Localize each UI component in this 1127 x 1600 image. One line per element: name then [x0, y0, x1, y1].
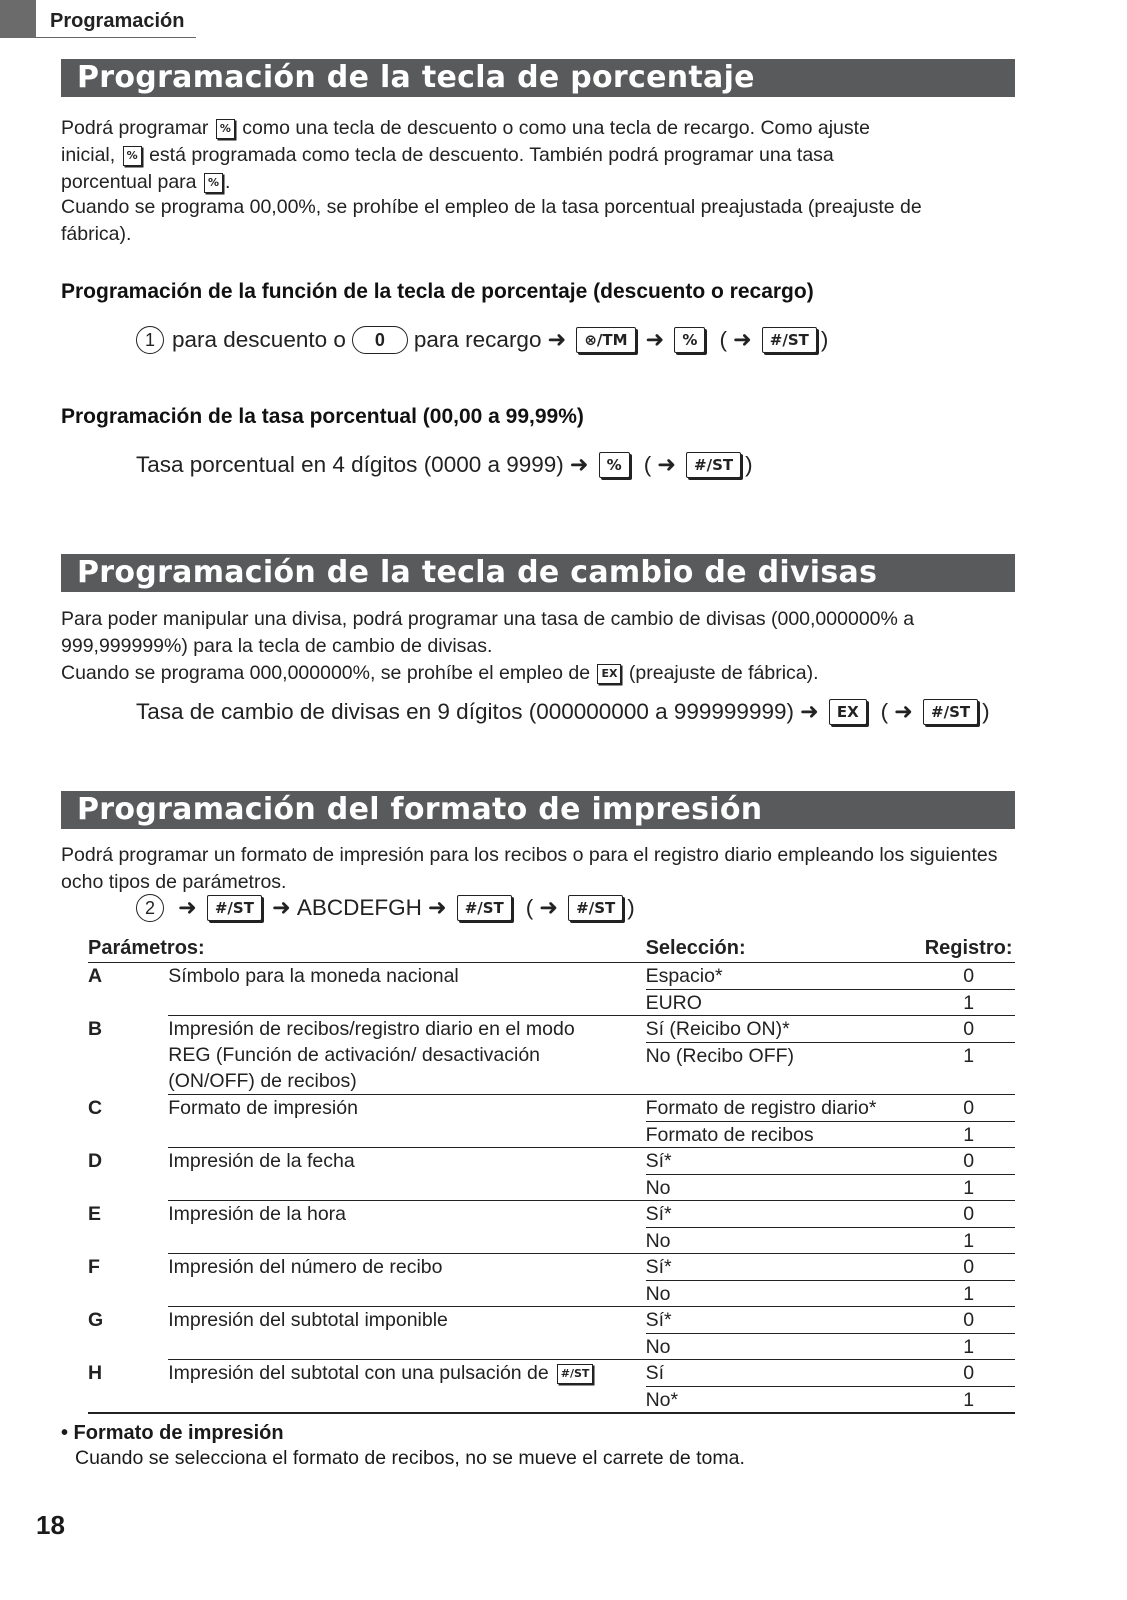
percent-key-icon: %	[599, 452, 630, 478]
table-row	[88, 1201, 1015, 1254]
percent-note: Cuando se programa 00,00%, se prohíbe el empleo de la tasa porcentual preajustada (preajuste de fábrica).	[61, 196, 922, 245]
percent-key-icon: %	[674, 327, 705, 353]
register-value: 0	[963, 1203, 975, 1225]
table-row	[88, 963, 1015, 1016]
selection-option: EURO	[646, 989, 923, 1015]
table-row	[88, 1307, 1015, 1360]
selection-option: Sí	[645, 1362, 665, 1384]
text: está programada como tecla de descuento. También podrá programar una tasa	[149, 144, 834, 166]
st-key-icon: #/ST	[568, 895, 623, 921]
param-description	[168, 1148, 645, 1201]
note-text: Cuando se selecciona el formato de recibos, no se mueve el carrete de toma.	[75, 1447, 745, 1469]
param-selections	[646, 1148, 923, 1201]
selection-option: Sí (Reicibo ON)*	[645, 1018, 790, 1040]
text: (	[880, 699, 889, 724]
text: Tasa de cambio de divisas en 9 dígitos (000000000 a 999999999)	[136, 699, 794, 724]
param-register-values	[922, 1307, 1015, 1360]
subheading-percent-rate: Programación de la tasa porcentual (00,00 a 99,99%)	[61, 405, 584, 428]
register-value: 0	[963, 1362, 975, 1384]
text: inicial,	[61, 144, 116, 166]
register-spacer	[922, 1068, 1015, 1094]
param-selections	[646, 1254, 923, 1307]
param-register-values	[922, 1201, 1015, 1254]
percent-key-icon: %	[123, 146, 142, 166]
text: porcentual para	[61, 171, 197, 193]
param-selections	[646, 1307, 923, 1360]
text: (preajuste de fábrica).	[628, 662, 819, 684]
arrow-icon: ➜	[799, 699, 819, 724]
text: )	[820, 327, 829, 352]
st-key-icon: #/ST	[686, 452, 741, 478]
param-register-values	[922, 963, 1015, 1016]
register-value: 1	[922, 1174, 1015, 1200]
arrow-icon: ➜	[657, 452, 677, 477]
sequence-percent-function	[136, 326, 828, 354]
text: (	[525, 895, 534, 920]
param-description	[168, 1095, 645, 1148]
selection-option: Formato de recibos	[646, 1121, 923, 1147]
section-title-percent: Programación de la tecla de porcentaje	[61, 59, 1015, 97]
param-description	[168, 1307, 645, 1360]
text: )	[627, 895, 635, 920]
arrow-icon: ➜	[427, 895, 447, 920]
param-description	[168, 1016, 645, 1095]
selection-option: No*	[646, 1386, 923, 1412]
param-letter: H	[88, 1362, 103, 1384]
text: para descuento o	[172, 327, 346, 352]
text: (	[643, 452, 652, 477]
param-description	[168, 1360, 645, 1414]
param-register-values	[922, 1254, 1015, 1307]
param-description	[168, 963, 645, 1016]
percent-intro	[61, 115, 1021, 196]
register-value: 0	[963, 1256, 975, 1278]
text: )	[982, 699, 990, 724]
param-letter: A	[88, 963, 168, 1016]
register-value: 1	[922, 1333, 1015, 1359]
selection-option: Espacio*	[645, 965, 723, 987]
register-value: 1	[922, 1386, 1015, 1412]
arrow-icon: ➜	[271, 895, 291, 920]
register-value: 0	[963, 1309, 975, 1331]
table-bottom-rule	[88, 1413, 1015, 1414]
currency-note	[61, 660, 1021, 687]
text: ABCDEFGH	[296, 895, 422, 920]
ex-key-icon: EX	[829, 699, 867, 725]
st-key-icon: #/ST	[923, 699, 978, 725]
table-header-row	[88, 935, 1015, 963]
text: como una tecla de descuento o como una tecla de recargo. Como ajuste	[242, 117, 870, 139]
text: .	[224, 171, 231, 193]
param-register-values	[922, 1360, 1015, 1414]
param-description	[168, 1201, 645, 1254]
st-key-icon: #/ST	[457, 895, 512, 921]
arrow-icon: ➜	[539, 895, 559, 920]
param-description-text: Impresión del subtotal con una pulsación de	[168, 1362, 549, 1384]
header-selection: Selección:	[645, 937, 746, 959]
register-value: 0	[963, 1018, 975, 1040]
table-row	[88, 1095, 1015, 1148]
param-description-text: Impresión del subtotal imponible	[168, 1309, 448, 1331]
table-row	[88, 1016, 1015, 1095]
param-description-text: Formato de impresión	[168, 1097, 358, 1119]
header-register: Registro:	[924, 937, 1013, 959]
subheading-percent-function: Programación de la función de la tecla de porcentaje (descuento o recargo)	[61, 280, 814, 303]
selection-spacer	[646, 1068, 923, 1094]
table-row	[88, 1254, 1015, 1307]
param-letter: E	[88, 1203, 102, 1225]
table-body	[88, 963, 1015, 1415]
header-parameters: Parámetros:	[88, 937, 205, 959]
percent-key-icon: %	[204, 173, 223, 193]
param-letter: G	[88, 1309, 104, 1331]
arrow-icon: ➜	[732, 327, 752, 352]
print-format-intro: Podrá programar un formato de impresión para los recibos o para el registro diario empleando los siguientes ocho tipos de parámetros.	[61, 844, 998, 893]
param-description-text: Impresión de recibos/registro diario en el modo REG (Función de activación/ desactivación (ON/OFF) de recibos)	[168, 1018, 575, 1092]
arrow-icon: ➜	[178, 895, 197, 920]
selection-option: No (Recibo OFF)	[646, 1042, 923, 1068]
sequence-currency	[136, 699, 990, 725]
rule	[88, 1413, 1015, 1414]
selection-option: No	[646, 1333, 923, 1359]
text: Tasa porcentual en 4 dígitos (0000 a 9999)	[136, 452, 564, 477]
section-title-print-format: Programación del formato de impresión	[61, 791, 1015, 829]
step-number-icon: 1	[136, 326, 164, 354]
st-key-icon: #/ST	[557, 1364, 594, 1384]
register-value: 1	[922, 1121, 1015, 1147]
text: (	[719, 327, 727, 352]
percent-key-icon: %	[216, 119, 235, 139]
selection-option: Sí*	[645, 1150, 672, 1172]
text: Podrá programar	[61, 117, 209, 139]
arrow-icon: ➜	[547, 327, 567, 352]
ex-key-icon: EX	[597, 664, 621, 684]
register-value: 1	[922, 1280, 1015, 1306]
arrow-icon: ➜	[569, 452, 589, 477]
sequence-print-format	[136, 894, 635, 922]
param-letter: C	[88, 1097, 103, 1119]
sequence-percent-rate	[136, 452, 753, 478]
st-key-icon: #/ST	[762, 327, 817, 353]
param-selections	[646, 1016, 923, 1095]
note-title: • Formato de impresión	[61, 1422, 284, 1444]
selection-option: No	[646, 1280, 923, 1306]
selection-option: Sí*	[645, 1203, 672, 1225]
param-register-values	[922, 1095, 1015, 1148]
selection-option: Formato de registro diario*	[645, 1097, 877, 1119]
text: )	[745, 452, 753, 477]
text: Cuando se programa 000,000000%, se prohíbe el empleo de	[61, 662, 591, 684]
selection-option: Sí*	[645, 1256, 672, 1278]
param-register-values	[922, 1148, 1015, 1201]
header-marker	[0, 0, 36, 38]
section-title-currency: Programación de la tecla de cambio de divisas	[61, 554, 1015, 592]
param-selections	[646, 1095, 923, 1148]
register-value: 0	[963, 965, 975, 987]
selection-option: No	[646, 1227, 923, 1253]
param-letter: B	[88, 1018, 103, 1040]
arrow-icon: ➜	[645, 327, 665, 352]
param-description-text: Símbolo para la moneda nacional	[168, 965, 459, 987]
text: para recargo	[413, 327, 542, 352]
param-selections	[646, 963, 923, 1016]
table-row	[88, 1148, 1015, 1201]
param-selections	[646, 1360, 923, 1414]
param-description-text: Impresión del número de recibo	[168, 1256, 443, 1278]
currency-intro: Para poder manipular una divisa, podrá programar una tasa de cambio de divisas (000,000000% a 999,999999%) para la tecla de cambio de divisas.	[61, 608, 915, 657]
header-rule	[36, 37, 196, 38]
register-value: 1	[922, 1042, 1015, 1068]
register-value: 0	[963, 1150, 975, 1172]
param-register-values	[922, 1016, 1015, 1095]
selection-option: No	[646, 1174, 923, 1200]
register-value: 1	[922, 989, 1015, 1015]
param-description-text: Impresión de la fecha	[168, 1150, 355, 1172]
page-number: 18	[36, 1510, 65, 1540]
register-value: 1	[922, 1227, 1015, 1253]
register-value: 0	[963, 1097, 975, 1119]
st-key-icon: #/ST	[207, 895, 262, 921]
zero-key-icon: 0	[352, 326, 408, 354]
tm-key-icon: ⊗/TM	[576, 327, 635, 353]
table-row	[88, 1360, 1015, 1414]
parameters-table	[88, 935, 1015, 1414]
param-letter: F	[88, 1256, 100, 1278]
selection-option: Sí*	[645, 1309, 672, 1331]
param-description	[168, 1254, 645, 1307]
arrow-icon: ➜	[894, 699, 914, 724]
step-number-icon: 2	[136, 894, 164, 922]
header-label: Programación	[50, 10, 185, 32]
param-selections	[646, 1201, 923, 1254]
param-description-text: Impresión de la hora	[168, 1203, 347, 1225]
param-letter: D	[88, 1150, 103, 1172]
